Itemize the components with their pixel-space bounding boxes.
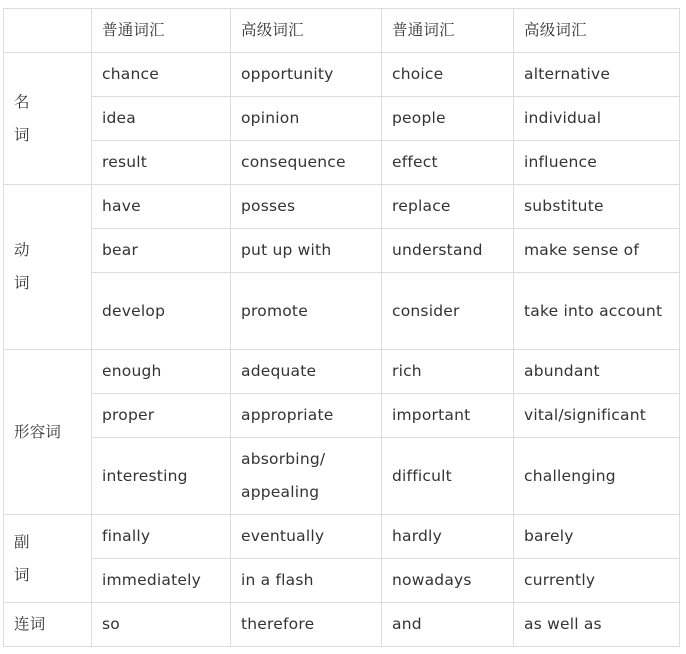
table-cell: opinion [231, 97, 382, 141]
category-cell-conjunction [4, 603, 92, 647]
table-cell: in a flash [231, 559, 382, 603]
table-cell: rich [382, 350, 514, 394]
header-cell-common-2: 普通词汇 [382, 9, 514, 53]
table-row [4, 350, 680, 394]
table-cell: substitute [514, 185, 680, 229]
category-cell-adverb [4, 515, 92, 603]
category-cell-verb [4, 185, 92, 350]
table-cell: enough [92, 350, 231, 394]
header-cell-advanced-1: 高级词汇 [231, 9, 382, 53]
vocabulary-table [3, 8, 680, 647]
table-cell: effect [382, 141, 514, 185]
table-cell: therefore [231, 603, 382, 647]
category-label: 形容词 [14, 422, 62, 441]
table-cell: eventually [231, 515, 382, 559]
table-cell: absorbing/ appealing [231, 438, 382, 515]
table-row [4, 53, 680, 97]
table-cell: individual [514, 97, 680, 141]
category-cell-adjective [4, 350, 92, 515]
table-row [4, 438, 680, 515]
table-row [4, 273, 680, 350]
header-cell-empty [4, 9, 92, 53]
table-cell: as well as [514, 603, 680, 647]
table-cell: so [92, 603, 231, 647]
table-row [4, 559, 680, 603]
table-cell: opportunity [231, 53, 382, 97]
table-cell: currently [514, 559, 680, 603]
table-cell: and [382, 603, 514, 647]
category-label: 名 [14, 92, 30, 111]
table-cell: choice [382, 53, 514, 97]
table-cell: bear [92, 229, 231, 273]
header-cell-common-1: 普通词汇 [92, 9, 231, 53]
table-cell: important [382, 394, 514, 438]
table-row [4, 97, 680, 141]
table-row [4, 515, 680, 559]
table-cell: vital/significant [514, 394, 680, 438]
table-cell: alternative [514, 53, 680, 97]
table-cell: posses [231, 185, 382, 229]
table-cell: idea [92, 97, 231, 141]
table-cell: have [92, 185, 231, 229]
table-cell: finally [92, 515, 231, 559]
table-cell: hardly [382, 515, 514, 559]
table-cell: result [92, 141, 231, 185]
table-cell: replace [382, 185, 514, 229]
category-label: 词 [14, 565, 30, 584]
header-row [4, 9, 680, 53]
table-cell: make sense of [514, 229, 680, 273]
category-label: 词 [14, 274, 30, 292]
table-cell: chance [92, 53, 231, 97]
table-cell: challenging [514, 438, 680, 515]
table-row [4, 603, 680, 647]
table-cell: nowadays [382, 559, 514, 603]
category-cell-noun [4, 53, 92, 185]
table-cell: interesting [92, 438, 231, 515]
table-cell: appropriate [231, 394, 382, 438]
table-row [4, 229, 680, 273]
header-cell-advanced-2: 高级词汇 [514, 9, 680, 53]
table-cell: barely [514, 515, 680, 559]
table-cell: difficult [382, 438, 514, 515]
category-label: 动 [14, 241, 30, 259]
table-cell: proper [92, 394, 231, 438]
table-row [4, 185, 680, 229]
table-cell: understand [382, 229, 514, 273]
table-cell: develop [92, 273, 231, 350]
table-cell: influence [514, 141, 680, 185]
category-label: 副 [14, 532, 30, 551]
table-row [4, 394, 680, 438]
table-cell: immediately [92, 559, 231, 603]
table-cell: promote [231, 273, 382, 350]
table-cell: abundant [514, 350, 680, 394]
table-cell: people [382, 97, 514, 141]
table-cell: put up with [231, 229, 382, 273]
table-cell: consider [382, 273, 514, 350]
category-label: 词 [14, 125, 30, 144]
table-cell: take into account [514, 273, 680, 350]
table-row [4, 141, 680, 185]
table-cell: adequate [231, 350, 382, 394]
category-label: 连词 [14, 615, 46, 633]
table-cell: consequence [231, 141, 382, 185]
